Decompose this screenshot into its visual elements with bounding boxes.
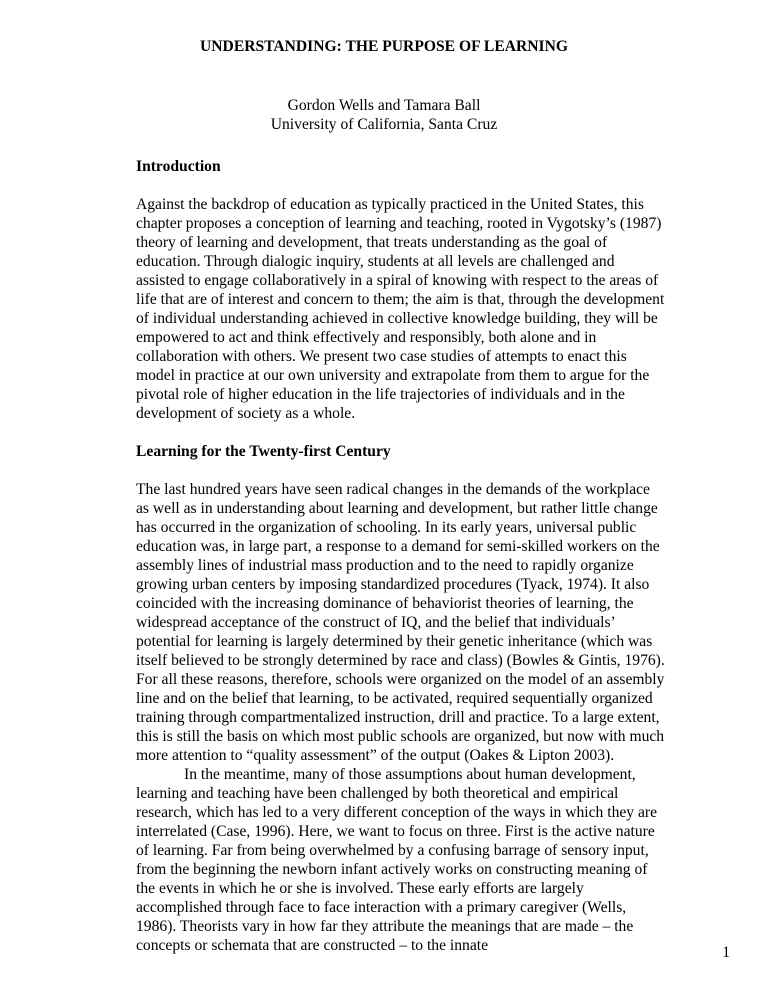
- affiliation-line: University of California, Santa Cruz: [270, 116, 498, 133]
- author-block: [0, 96, 768, 134]
- document-title: UNDERSTANDING: THE PURPOSE OF LEARNING: [200, 38, 568, 55]
- paragraph: Against the backdrop of education as typically practiced in the United States, this chapter proposes a conception of learning and teaching, rooted in Vygotsky’s (1987) theory of learning and development, that treats understanding as the goal of education. Through dialogic inquiry, students at all levels are challenged and assisted to engage collaboratively in a spiral of knowing with respect to the areas of life that are of interest and concern to them; the aim is that, through the development of individual understanding achieved in collective knowledge building, they will be empowered to act and think effectively and responsibly, both alone and in collaboration with others. We present two case studies of attempts to enact this model in practice at our own university and extrapolate from them to argue for the pivotal role of higher education in the life trajectories of individuals and in the development of society as a whole.: [136, 196, 665, 422]
- authors-line: Gordon Wells and Tamara Ball: [287, 97, 481, 114]
- document-body: [136, 157, 666, 955]
- section-heading-learning: Learning for the Twenty-first Century: [136, 443, 391, 460]
- paragraph: The last hundred years have seen radical changes in the demands of the workplace as well as in understanding about learning and development, but rather little change has occurred in the organization of schooling. In its early years, universal public education was, in large part, a response to a demand for semi-skilled workers on the assembly lines of industrial mass production and to the need to rapidly organize growing urban centers by imposing standardized procedures (Tyack, 1974). It also coincided with the increasing dominance of behaviorist theories of learning, the widespread acceptance of the construct of IQ, and the belief that individuals’ potential for learning is largely determined by their genetic inheritance (which was itself believed to be strongly determined by race and class) (Bowles & Gintis, 1976). For all these reasons, therefore, schools were organized on the model of an assembly line and on the belief that learning, to be activated, required sequentially organized training through compartmentalized instruction, drill and practice. To a large extent, this is still the basis on which most public schools are organized, but now with much more attention to “quality assessment” of the output (Oakes & Lipton 2003).: [136, 481, 665, 764]
- section-heading-introduction: Introduction: [136, 158, 221, 175]
- page-number: 1: [722, 944, 730, 961]
- paragraph: In the meantime, many of those assumptions about human development, learning and teaching have been challenged by both theoretical and empirical research, which has led to a very different conception of the ways in which they are interrelated (Case, 1996). Here, we want to focus on three. First is the active nature of learning. Far from being overwhelmed by a confusing barrage of sensory input, from the beginning the newborn infant actively works on constructing meaning of the events in which he or she is involved. These early efforts are largely accomplished through face to face interaction with a primary caregiver (Wells, 1986). Theorists vary in how far they attribute the meanings that are made – the concepts or schemata that are constructed – to the innate: [136, 766, 658, 954]
